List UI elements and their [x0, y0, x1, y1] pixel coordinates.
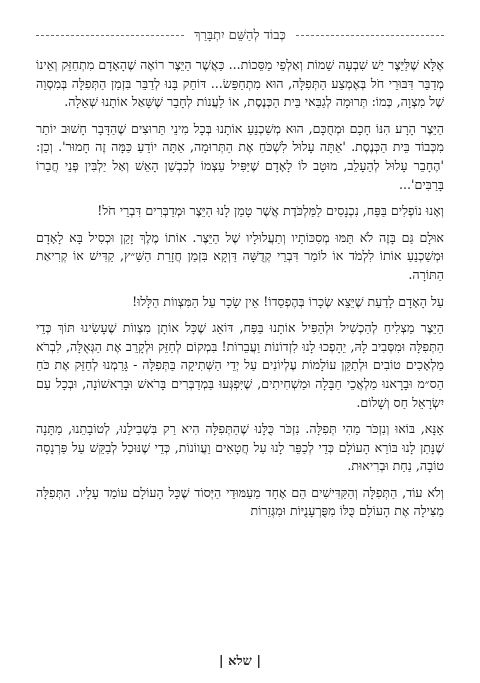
paragraph: אָנָּא, בּוֹאוּ וְנִזְכֹּר מַהִי תְּפִלָּה. נִזְכֹּר כֻּלָּנוּ שֶׁהַתְּפִלָּה הִיא רַק בִּשְׁבִילֵנוּ, לְטוֹבָתֵנוּ, מַתָּנָה שֶׁנָּתַן לָנוּ בּוֹרֵא הָעוֹלָם כְּדֵי לְכַפֵּר לָנוּ עַל חֲטָאִים וַעֲווֹנוֹת, כְּדֵי שֶׁנּוּכַל לְבַקֵּשׁ עַל פַּרְנָסָה טוֹבָה, נַחַת וּבְרִיאוּת.	[36, 421, 444, 474]
paragraph: עַל הָאָדָם לָדַעַת שֶׁיֵּצֵא שְׂכָרוֹ בְּהֶפְסֵדוֹ! אֵין שָׂכָר עַל הַמִּצְווֹת הַלָּלוּ!	[132, 293, 444, 309]
paragraph: הַיֵּצֶר מַצְלִיחַ לְהַכְשִׁיל וּלְהַפִּיל אוֹתָנוּ בַּפַּח, דּוֹאֵג שֶׁכָּל אוֹתָן מִצְווֹת שֶׁעָשִׂינוּ תּוֹךְ כְּדֵי הַתְּפִלָּה וּמִסְּבִיב לָהּ, יֵהָפְכוּ לָנוּ לִזְדוֹנוֹת וַעֲבֵרוֹת! בִּמְקוֹם לְחַזֵּק וּלְקָרֵב אֶת הַגְּאֻלָּה, לִבְרֹא מַלְאָכִים טוֹבִים וּלְתַקֵּן עוֹלָמוֹת עֶלְיוֹנִים עַל יְדֵי הַשְּׁתִיקָה בַּתְּפִלָּה - גָּרַמְנוּ לְחַזֵּק אֶת כֹּחַ הַס״מ וּבָרָאנוּ מַלְאֲכֵי חַבָּלָה וּמַשְׁחִיתִים, שֶׁיִּפְגְּעוּ בַּמְדַבְּרִים בָּרֹאשׁ וּבָרִאשׁוֹנָה, וּבְכָל עַם יִשְׂרָאֵל חַס וְשָׁלוֹם.	[36, 320, 444, 410]
paragraph: הַיֵּצֶר הָרָע הִנּוֹ חָכָם וּמְחֻכָּם, הוּא מְשַׁכְנֵעַ אוֹתָנוּ בְּכָל מִינֵי תֵּרוּצִים שֶׁהַדָּבָר חָשׁוּב יוֹתֵר מִכְּבוֹד בֵּית הַכְּנֶסֶת. 'אַתָּה עָלוּל לִשְׁכֹּחַ אֶת הַתְּרוּמָה, אַתָּה יוֹדֵעַ כַּמָּה זֶה חָמוּר'. וְכֵן: 'הֶחָבֵר עָלוּל לְהֵעָלֵב, מוּטָב לוֹ לָאָדָם שֶׁיַּפִּיל עַצְמוֹ לְכִבְשַׁן הָאֵשׁ וְאַל יַלְבִּין פְּנֵי חֲבֵרוֹ בָּרַבִּים'...	[36, 120, 444, 192]
header-rule-right	[296, 35, 444, 36]
paragraph: אֶלָּא שֶׁלַּיֵּצֶר יֵשׁ שִׁבְעָה שֵׁמוֹת וְאַלְפֵי מַסֵּכוֹת... כַּאֲשֶׁר הַיֵּצֶר רוֹאֶה שֶׁהָאָדָם מִתְחַזֵּק וְאֵינוֹ מְדַבֵּר דִּבּוּרֵי חֹל בְּאֶמְצַע הַתְּפִלָּה, הוּא מִתְחַפֵּשׂ... דּוֹחֵק בָּנוּ לְדַבֵּר בִּזְמַן הַתְּפִלָּה בְּמִסְוֵה שֶׁל מִצְוָה, כְּמוֹ: תְּרוּמָה לְגַבַּאי בֵּית הַכְּנֶסֶת, אוֹ לַעֲנוֹת לְחָבֵר שֶׁשָּׁאַל אוֹתָנוּ שְׁאֵלָה.	[36, 57, 444, 110]
header-title: כְּבוֹד לְהַשֵּׁם יִתְבָּרַךְ	[194, 28, 286, 43]
paragraph: וְאָנוּ נוֹפְלִים בַּפַּח, נִכְנָסִים לַמַּלְכֹּדֶת אֲשֶׁר טָמַן לָנוּ הַיֵּצֶר וּמְדַבְּרִים דִּבְרֵי חֹל!	[97, 203, 444, 219]
running-header	[36, 22, 444, 48]
paragraph: וְלֹא עוֹד, הַתְּפִלָּה וְהַקַּדִּישִׁים הֵם אֶחָד מֵעַמּוּדֵי הַיְּסוֹד שֶׁכָּל הָעוֹלָם עוֹמֵד עָלָיו. הַתְּפִלָּה מַצִּילָה אֶת הָעוֹלָם כֻּלּוֹ מִפֻּרְעָנֻיּוֹת וּמִגְּזֵרוֹת	[36, 484, 444, 519]
document-body	[36, 56, 444, 521]
paragraph: אוּלָם גַּם בָּזֶה לֹא תַּמּוּ מְסִכּוֹתָיו וְתַעֲלוּלָיו שֶׁל הַיֵּצֶר. אוֹתוֹ מֶלֶךְ זָקֵן וּכְסִיל בָּא לָאָדָם וּמְשַׁכְנֵעַ אוֹתוֹ לִלְמֹד אוֹ לוֹמַר דִּבְרֵי קְדֻשָּׁה דַּוְקָא בִּזְמַן חֲזָרַת הַשַּׁ״ץ, קַדִּישׁ אוֹ קְרִיאַת הַתּוֹרָה.	[36, 229, 444, 282]
header-rule-left	[36, 35, 184, 36]
page-number: | שלא |	[218, 654, 262, 669]
